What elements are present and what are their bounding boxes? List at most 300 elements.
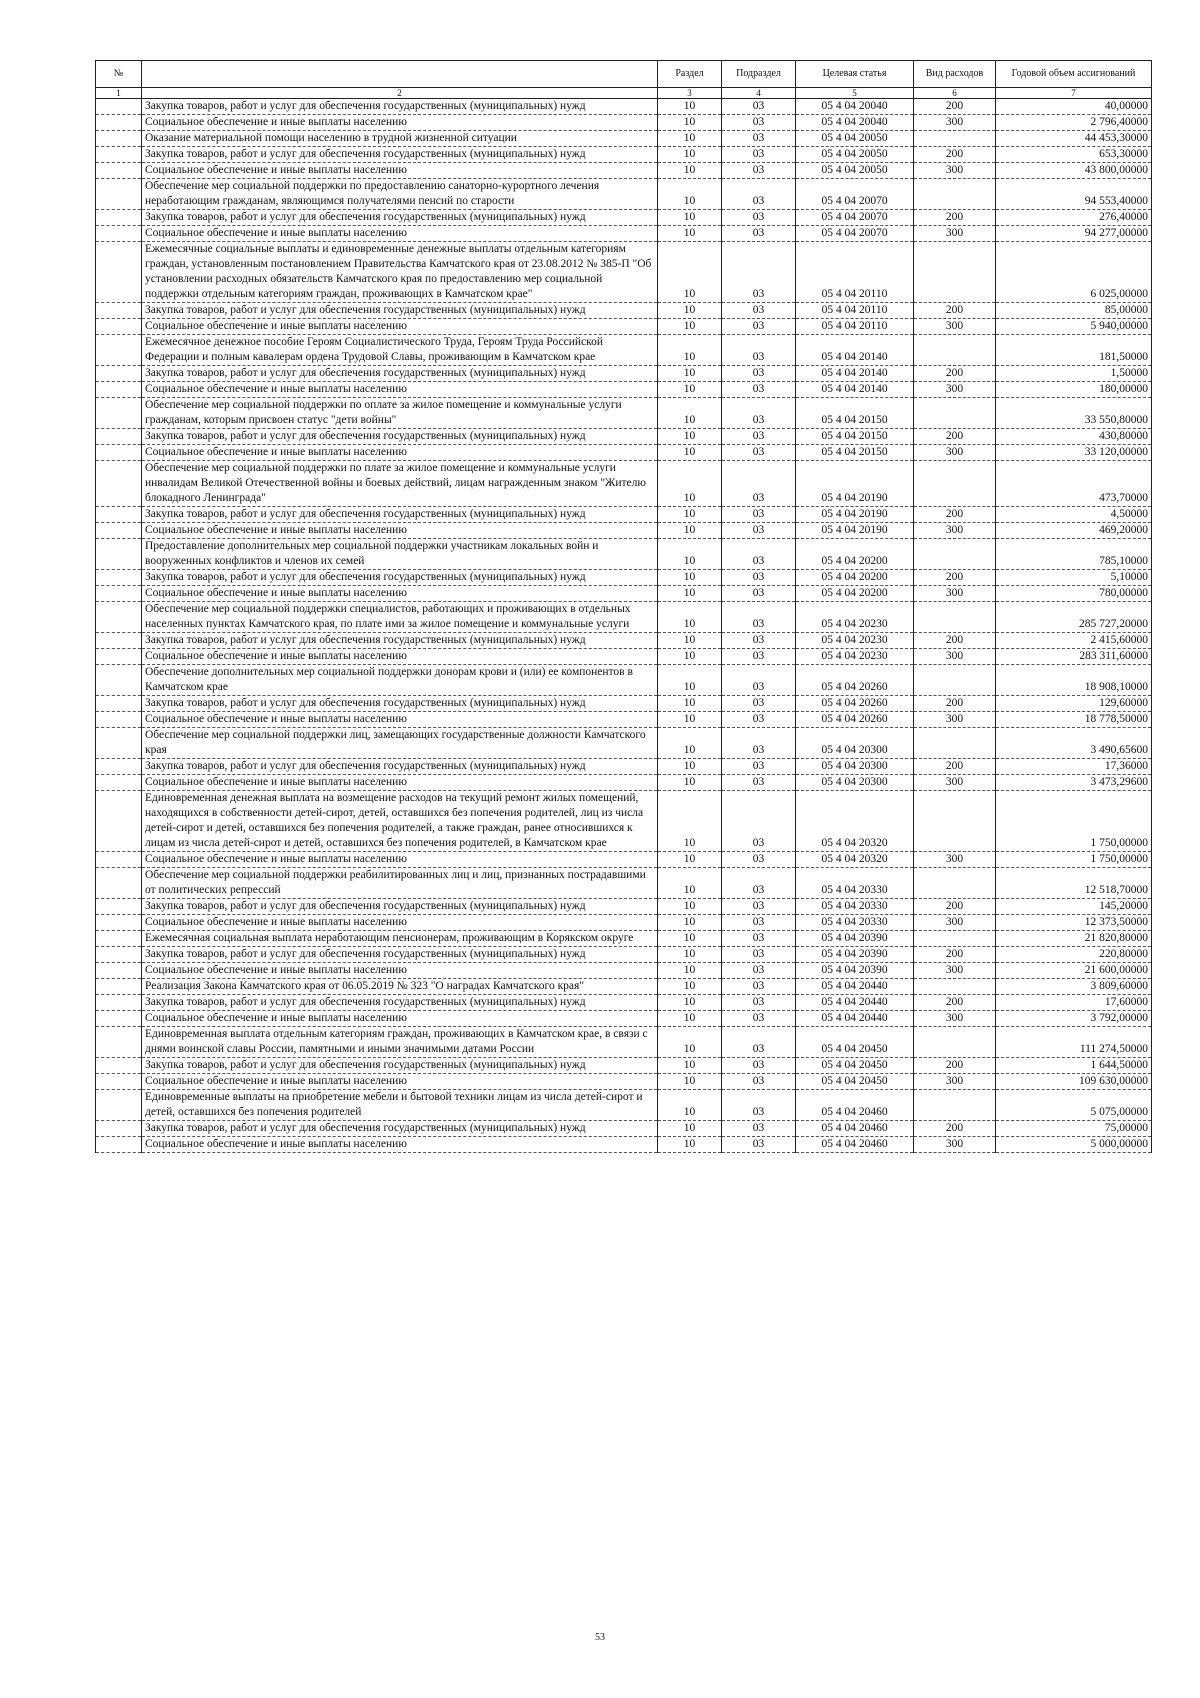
cell-vid: 300 — [914, 963, 996, 979]
cell-sum: 1 750,00000 — [996, 791, 1152, 852]
table-row — [96, 210, 1152, 226]
table-row — [96, 335, 1152, 366]
cell-razdel: 10 — [658, 1011, 722, 1027]
table-row — [96, 366, 1152, 382]
cell-num — [96, 335, 142, 366]
cell-statya: 05 4 04 20140 — [796, 335, 914, 366]
table-row — [96, 1121, 1152, 1137]
cell-statya: 05 4 04 20040 — [796, 115, 914, 131]
cell-statya: 05 4 04 20050 — [796, 163, 914, 179]
cell-desc: Социальное обеспечение и иные выплаты населению — [142, 1074, 658, 1090]
cell-podrazdel: 03 — [722, 226, 796, 242]
cell-vid: 200 — [914, 633, 996, 649]
cell-num — [96, 1074, 142, 1090]
cell-razdel: 10 — [658, 242, 722, 303]
table-row — [96, 979, 1152, 995]
cell-sum: 43 800,00000 — [996, 163, 1152, 179]
cell-num — [96, 570, 142, 586]
table-row — [96, 115, 1152, 131]
col-num-2: 2 — [142, 88, 658, 99]
cell-num — [96, 539, 142, 570]
header-expense-type: Вид расходов — [914, 61, 996, 88]
cell-sum: 3 792,00000 — [996, 1011, 1152, 1027]
cell-razdel: 10 — [658, 226, 722, 242]
col-num-5: 5 — [796, 88, 914, 99]
cell-podrazdel: 03 — [722, 1137, 796, 1153]
cell-statya: 05 4 04 20200 — [796, 586, 914, 602]
cell-vid: 300 — [914, 1137, 996, 1153]
cell-vid: 300 — [914, 712, 996, 728]
cell-podrazdel: 03 — [722, 712, 796, 728]
cell-sum: 85,00000 — [996, 303, 1152, 319]
cell-razdel: 10 — [658, 523, 722, 539]
cell-razdel: 10 — [658, 445, 722, 461]
table-row — [96, 570, 1152, 586]
cell-podrazdel: 03 — [722, 382, 796, 398]
cell-vid: 200 — [914, 366, 996, 382]
cell-num — [96, 382, 142, 398]
cell-sum: 2 796,40000 — [996, 115, 1152, 131]
cell-razdel: 10 — [658, 979, 722, 995]
table-row — [96, 1137, 1152, 1153]
cell-razdel: 10 — [658, 1058, 722, 1074]
cell-sum: 12 373,50000 — [996, 915, 1152, 931]
cell-podrazdel: 03 — [722, 461, 796, 507]
header-annual-volume: Годовой объем ассигнований — [996, 61, 1152, 88]
cell-num — [96, 507, 142, 523]
cell-num — [96, 99, 142, 115]
cell-razdel: 10 — [658, 461, 722, 507]
cell-desc: Социальное обеспечение и иные выплаты населению — [142, 775, 658, 791]
cell-statya: 05 4 04 20200 — [796, 539, 914, 570]
cell-num — [96, 1121, 142, 1137]
cell-statya: 05 4 04 20440 — [796, 995, 914, 1011]
cell-podrazdel: 03 — [722, 1011, 796, 1027]
page-number: 53 — [595, 1632, 605, 1643]
cell-vid — [914, 398, 996, 429]
cell-num — [96, 1137, 142, 1153]
cell-razdel: 10 — [658, 712, 722, 728]
cell-razdel: 10 — [658, 899, 722, 915]
cell-podrazdel: 03 — [722, 303, 796, 319]
cell-statya: 05 4 04 20320 — [796, 791, 914, 852]
table-row — [96, 147, 1152, 163]
cell-podrazdel: 03 — [722, 696, 796, 712]
cell-podrazdel: 03 — [722, 775, 796, 791]
cell-num — [96, 226, 142, 242]
cell-statya: 05 4 04 20150 — [796, 429, 914, 445]
header-row — [96, 61, 1152, 88]
cell-statya: 05 4 04 20150 — [796, 445, 914, 461]
cell-razdel: 10 — [658, 163, 722, 179]
cell-razdel: 10 — [658, 570, 722, 586]
cell-vid: 300 — [914, 915, 996, 931]
cell-sum: 430,80000 — [996, 429, 1152, 445]
cell-podrazdel: 03 — [722, 99, 796, 115]
cell-desc: Социальное обеспечение и иные выплаты населению — [142, 445, 658, 461]
cell-podrazdel: 03 — [722, 852, 796, 868]
cell-podrazdel: 03 — [722, 429, 796, 445]
cell-podrazdel: 03 — [722, 995, 796, 1011]
cell-statya: 05 4 04 20390 — [796, 963, 914, 979]
cell-razdel: 10 — [658, 931, 722, 947]
cell-vid: 200 — [914, 947, 996, 963]
col-num-6: 6 — [914, 88, 996, 99]
cell-num — [96, 1090, 142, 1121]
table-row — [96, 963, 1152, 979]
cell-vid — [914, 602, 996, 633]
cell-sum: 111 274,50000 — [996, 1027, 1152, 1058]
cell-podrazdel: 03 — [722, 398, 796, 429]
cell-razdel: 10 — [658, 696, 722, 712]
cell-vid — [914, 539, 996, 570]
cell-statya: 05 4 04 20200 — [796, 570, 914, 586]
cell-sum: 40,00000 — [996, 99, 1152, 115]
table-row — [96, 696, 1152, 712]
cell-sum: 1,50000 — [996, 366, 1152, 382]
cell-sum: 17,36000 — [996, 759, 1152, 775]
cell-statya: 05 4 04 20070 — [796, 179, 914, 210]
cell-vid: 200 — [914, 1058, 996, 1074]
cell-desc: Реализация Закона Камчатского края от 06.05.2019 № 323 "О наградах Камчатского края" — [142, 979, 658, 995]
cell-desc: Социальное обеспечение и иные выплаты населению — [142, 226, 658, 242]
cell-statya: 05 4 04 20190 — [796, 507, 914, 523]
table-row — [96, 586, 1152, 602]
cell-num — [96, 1058, 142, 1074]
cell-statya: 05 4 04 20230 — [796, 633, 914, 649]
cell-num — [96, 602, 142, 633]
cell-vid — [914, 665, 996, 696]
cell-desc: Социальное обеспечение и иные выплаты населению — [142, 319, 658, 335]
cell-statya: 05 4 04 20230 — [796, 649, 914, 665]
cell-sum: 6 025,00000 — [996, 242, 1152, 303]
header-number: № — [96, 61, 142, 88]
cell-num — [96, 1011, 142, 1027]
table-row — [96, 523, 1152, 539]
cell-podrazdel: 03 — [722, 791, 796, 852]
cell-vid: 300 — [914, 852, 996, 868]
cell-num — [96, 728, 142, 759]
cell-statya: 05 4 04 20300 — [796, 728, 914, 759]
cell-podrazdel: 03 — [722, 899, 796, 915]
table-row — [96, 131, 1152, 147]
cell-vid: 200 — [914, 507, 996, 523]
cell-desc: Обеспечение мер социальной поддержки реабилитированных лиц и лиц, признанных пострадавшими от политических репрессий — [142, 868, 658, 899]
cell-num — [96, 319, 142, 335]
cell-statya: 05 4 04 20440 — [796, 1011, 914, 1027]
table-row — [96, 319, 1152, 335]
cell-podrazdel: 03 — [722, 586, 796, 602]
table-row — [96, 633, 1152, 649]
cell-desc: Закупка товаров, работ и услуг для обеспечения государственных (муниципальных) нужд — [142, 147, 658, 163]
cell-razdel: 10 — [658, 303, 722, 319]
cell-podrazdel: 03 — [722, 1090, 796, 1121]
header-razdel: Раздел — [658, 61, 722, 88]
cell-sum: 21 820,80000 — [996, 931, 1152, 947]
table-row — [96, 99, 1152, 115]
cell-desc: Закупка товаров, работ и услуг для обеспечения государственных (муниципальных) нужд — [142, 759, 658, 775]
cell-podrazdel: 03 — [722, 242, 796, 303]
cell-statya: 05 4 04 20110 — [796, 319, 914, 335]
cell-num — [96, 633, 142, 649]
cell-vid — [914, 728, 996, 759]
cell-desc: Обеспечение мер социальной поддержки специалистов, работающих и проживающих в отдельных населенных пунктах Камчатского края, по плате ими за жилое помещение и коммунальные услуги — [142, 602, 658, 633]
table-row — [96, 915, 1152, 931]
cell-vid: 200 — [914, 429, 996, 445]
cell-desc: Социальное обеспечение и иные выплаты населению — [142, 649, 658, 665]
cell-podrazdel: 03 — [722, 210, 796, 226]
cell-sum: 5 940,00000 — [996, 319, 1152, 335]
cell-razdel: 10 — [658, 179, 722, 210]
table-row — [96, 303, 1152, 319]
cell-podrazdel: 03 — [722, 868, 796, 899]
cell-num — [96, 963, 142, 979]
cell-num — [96, 461, 142, 507]
cell-sum: 285 727,20000 — [996, 602, 1152, 633]
cell-num — [96, 115, 142, 131]
cell-sum: 220,80000 — [996, 947, 1152, 963]
cell-statya: 05 4 04 20050 — [796, 131, 914, 147]
table-row — [96, 539, 1152, 570]
cell-sum: 3 809,60000 — [996, 979, 1152, 995]
cell-num — [96, 775, 142, 791]
cell-sum: 109 630,00000 — [996, 1074, 1152, 1090]
cell-vid: 300 — [914, 586, 996, 602]
cell-statya: 05 4 04 20450 — [796, 1027, 914, 1058]
cell-podrazdel: 03 — [722, 319, 796, 335]
cell-sum: 5 075,00000 — [996, 1090, 1152, 1121]
cell-podrazdel: 03 — [722, 649, 796, 665]
cell-vid: 200 — [914, 303, 996, 319]
cell-sum: 44 453,30000 — [996, 131, 1152, 147]
cell-sum: 3 490,65600 — [996, 728, 1152, 759]
cell-razdel: 10 — [658, 759, 722, 775]
table-row — [96, 665, 1152, 696]
cell-sum: 653,30000 — [996, 147, 1152, 163]
cell-vid: 200 — [914, 147, 996, 163]
cell-podrazdel: 03 — [722, 1074, 796, 1090]
cell-desc: Социальное обеспечение и иные выплаты населению — [142, 1137, 658, 1153]
table-row — [96, 1027, 1152, 1058]
cell-razdel: 10 — [658, 507, 722, 523]
table-row — [96, 775, 1152, 791]
cell-statya: 05 4 04 20230 — [796, 602, 914, 633]
cell-razdel: 10 — [658, 947, 722, 963]
col-num-1: 1 — [96, 88, 142, 99]
cell-sum: 18 908,10000 — [996, 665, 1152, 696]
col-num-3: 3 — [658, 88, 722, 99]
cell-sum: 5,10000 — [996, 570, 1152, 586]
cell-razdel: 10 — [658, 915, 722, 931]
cell-num — [96, 131, 142, 147]
cell-desc: Закупка товаров, работ и услуг для обеспечения государственных (муниципальных) нужд — [142, 507, 658, 523]
cell-desc: Оказание материальной помощи населению в трудной жизненной ситуации — [142, 131, 658, 147]
cell-sum: 145,20000 — [996, 899, 1152, 915]
cell-statya: 05 4 04 20110 — [796, 242, 914, 303]
cell-statya: 05 4 04 20440 — [796, 979, 914, 995]
cell-sum: 181,50000 — [996, 335, 1152, 366]
cell-razdel: 10 — [658, 1027, 722, 1058]
cell-vid — [914, 461, 996, 507]
cell-sum: 780,00000 — [996, 586, 1152, 602]
cell-desc: Закупка товаров, работ и услуг для обеспечения государственных (муниципальных) нужд — [142, 1121, 658, 1137]
cell-num — [96, 915, 142, 931]
cell-statya: 05 4 04 20040 — [796, 99, 914, 115]
cell-statya: 05 4 04 20450 — [796, 1074, 914, 1090]
cell-vid: 200 — [914, 210, 996, 226]
table-row — [96, 1058, 1152, 1074]
table-row — [96, 179, 1152, 210]
cell-sum: 3 473,29600 — [996, 775, 1152, 791]
header-description — [142, 61, 658, 88]
cell-statya: 05 4 04 20330 — [796, 915, 914, 931]
cell-num — [96, 163, 142, 179]
cell-desc: Закупка товаров, работ и услуг для обеспечения государственных (муниципальных) нужд — [142, 570, 658, 586]
cell-vid: 300 — [914, 319, 996, 335]
cell-vid — [914, 979, 996, 995]
cell-sum: 473,70000 — [996, 461, 1152, 507]
cell-vid — [914, 242, 996, 303]
cell-podrazdel: 03 — [722, 147, 796, 163]
cell-razdel: 10 — [658, 791, 722, 852]
cell-podrazdel: 03 — [722, 163, 796, 179]
cell-num — [96, 523, 142, 539]
cell-desc: Социальное обеспечение и иные выплаты населению — [142, 852, 658, 868]
cell-razdel: 10 — [658, 1074, 722, 1090]
cell-desc: Социальное обеспечение и иные выплаты населению — [142, 382, 658, 398]
cell-sum: 5 000,00000 — [996, 1137, 1152, 1153]
cell-desc: Обеспечение мер социальной поддержки по оплате за жилое помещение и коммунальные услуги гражданам, которым присвоен статус "дети войны" — [142, 398, 658, 429]
cell-statya: 05 4 04 20150 — [796, 398, 914, 429]
cell-desc: Закупка товаров, работ и услуг для обеспечения государственных (муниципальных) нужд — [142, 899, 658, 915]
cell-num — [96, 995, 142, 1011]
cell-num — [96, 852, 142, 868]
cell-razdel: 10 — [658, 147, 722, 163]
cell-razdel: 10 — [658, 335, 722, 366]
cell-sum: 276,40000 — [996, 210, 1152, 226]
cell-vid: 300 — [914, 523, 996, 539]
cell-statya: 05 4 04 20070 — [796, 226, 914, 242]
cell-razdel: 10 — [658, 99, 722, 115]
cell-sum: 180,00000 — [996, 382, 1152, 398]
cell-razdel: 10 — [658, 210, 722, 226]
cell-desc: Закупка товаров, работ и услуг для обеспечения государственных (муниципальных) нужд — [142, 210, 658, 226]
cell-sum: 33 550,80000 — [996, 398, 1152, 429]
cell-vid — [914, 335, 996, 366]
table-row — [96, 602, 1152, 633]
table-row — [96, 649, 1152, 665]
cell-razdel: 10 — [658, 429, 722, 445]
cell-statya: 05 4 04 20300 — [796, 759, 914, 775]
cell-vid — [914, 1090, 996, 1121]
cell-sum: 2 415,60000 — [996, 633, 1152, 649]
cell-statya: 05 4 04 20330 — [796, 899, 914, 915]
cell-razdel: 10 — [658, 963, 722, 979]
table-body — [96, 99, 1152, 1153]
cell-podrazdel: 03 — [722, 445, 796, 461]
cell-desc: Ежемесячная социальная выплата неработающим пенсионерам, проживающим в Корякском округе — [142, 931, 658, 947]
cell-desc: Социальное обеспечение и иные выплаты населению — [142, 1011, 658, 1027]
cell-desc: Ежемесячное денежное пособие Героям Социалистического Труда, Героям Труда Российской Федерации и полным кавалерам ордена Трудовой Славы, проживающим в Камчатском крае — [142, 335, 658, 366]
table-row — [96, 163, 1152, 179]
table-row — [96, 947, 1152, 963]
cell-desc: Социальное обеспечение и иные выплаты населению — [142, 963, 658, 979]
table-row — [96, 852, 1152, 868]
table-row — [96, 899, 1152, 915]
cell-podrazdel: 03 — [722, 633, 796, 649]
budget-table-sheet — [95, 60, 1151, 1153]
cell-sum: 129,60000 — [996, 696, 1152, 712]
cell-num — [96, 899, 142, 915]
cell-podrazdel: 03 — [722, 931, 796, 947]
cell-num — [96, 947, 142, 963]
table-row — [96, 791, 1152, 852]
cell-sum: 12 518,70000 — [996, 868, 1152, 899]
cell-desc: Закупка товаров, работ и услуг для обеспечения государственных (муниципальных) нужд — [142, 366, 658, 382]
cell-statya: 05 4 04 20460 — [796, 1137, 914, 1153]
cell-podrazdel: 03 — [722, 602, 796, 633]
cell-desc: Обеспечение мер социальной поддержки по плате за жилое помещение и коммунальные услуги инвалидам Великой Отечественной войны и боевых действий, лицам награжденным знаком "Жителю блокадного Ленинграда" — [142, 461, 658, 507]
cell-razdel: 10 — [658, 1137, 722, 1153]
header-target-article: Целевая статья — [796, 61, 914, 88]
cell-vid — [914, 131, 996, 147]
cell-podrazdel: 03 — [722, 1121, 796, 1137]
cell-razdel: 10 — [658, 649, 722, 665]
table-row — [96, 712, 1152, 728]
cell-podrazdel: 03 — [722, 507, 796, 523]
cell-desc: Единовременная денежная выплата на возмещение расходов на текущий ремонт жилых помещений, находящихся в собственности детей-сирот, детей, оставшихся без попечения родителей, лиц из числа детей-сирот и детей, оставшихся без попечения родителей, а также граждан, ранее относившихся к лицам из числа детей-сирот и детей, оставшихся без попечения родителей, в Камчатском крае — [142, 791, 658, 852]
cell-desc: Закупка товаров, работ и услуг для обеспечения государственных (муниципальных) нужд — [142, 1058, 658, 1074]
budget-table — [95, 60, 1152, 1153]
cell-statya: 05 4 04 20260 — [796, 696, 914, 712]
col-num-7: 7 — [996, 88, 1152, 99]
table-row — [96, 1090, 1152, 1121]
cell-sum: 94 553,40000 — [996, 179, 1152, 210]
cell-podrazdel: 03 — [722, 1058, 796, 1074]
cell-desc: Социальное обеспечение и иные выплаты населению — [142, 712, 658, 728]
cell-podrazdel: 03 — [722, 665, 796, 696]
cell-podrazdel: 03 — [722, 963, 796, 979]
table-row — [96, 728, 1152, 759]
cell-sum: 18 778,50000 — [996, 712, 1152, 728]
cell-num — [96, 179, 142, 210]
cell-podrazdel: 03 — [722, 539, 796, 570]
cell-vid: 300 — [914, 382, 996, 398]
cell-sum: 17,60000 — [996, 995, 1152, 1011]
cell-vid — [914, 868, 996, 899]
cell-desc: Закупка товаров, работ и услуг для обеспечения государственных (муниципальных) нужд — [142, 633, 658, 649]
cell-vid — [914, 791, 996, 852]
header-podrazdel: Подраздел — [722, 61, 796, 88]
table-row — [96, 868, 1152, 899]
cell-desc: Закупка товаров, работ и услуг для обеспечения государственных (муниципальных) нужд — [142, 99, 658, 115]
cell-num — [96, 242, 142, 303]
cell-razdel: 10 — [658, 665, 722, 696]
cell-razdel: 10 — [658, 1121, 722, 1137]
cell-num — [96, 649, 142, 665]
cell-razdel: 10 — [658, 382, 722, 398]
cell-statya: 05 4 04 20260 — [796, 665, 914, 696]
cell-vid: 200 — [914, 759, 996, 775]
cell-num — [96, 759, 142, 775]
cell-num — [96, 147, 142, 163]
cell-desc: Обеспечение мер социальной поддержки лиц, замещающих государственные должности Камчатского края — [142, 728, 658, 759]
cell-num — [96, 696, 142, 712]
cell-vid: 300 — [914, 226, 996, 242]
cell-razdel: 10 — [658, 131, 722, 147]
cell-vid: 300 — [914, 445, 996, 461]
cell-podrazdel: 03 — [722, 115, 796, 131]
